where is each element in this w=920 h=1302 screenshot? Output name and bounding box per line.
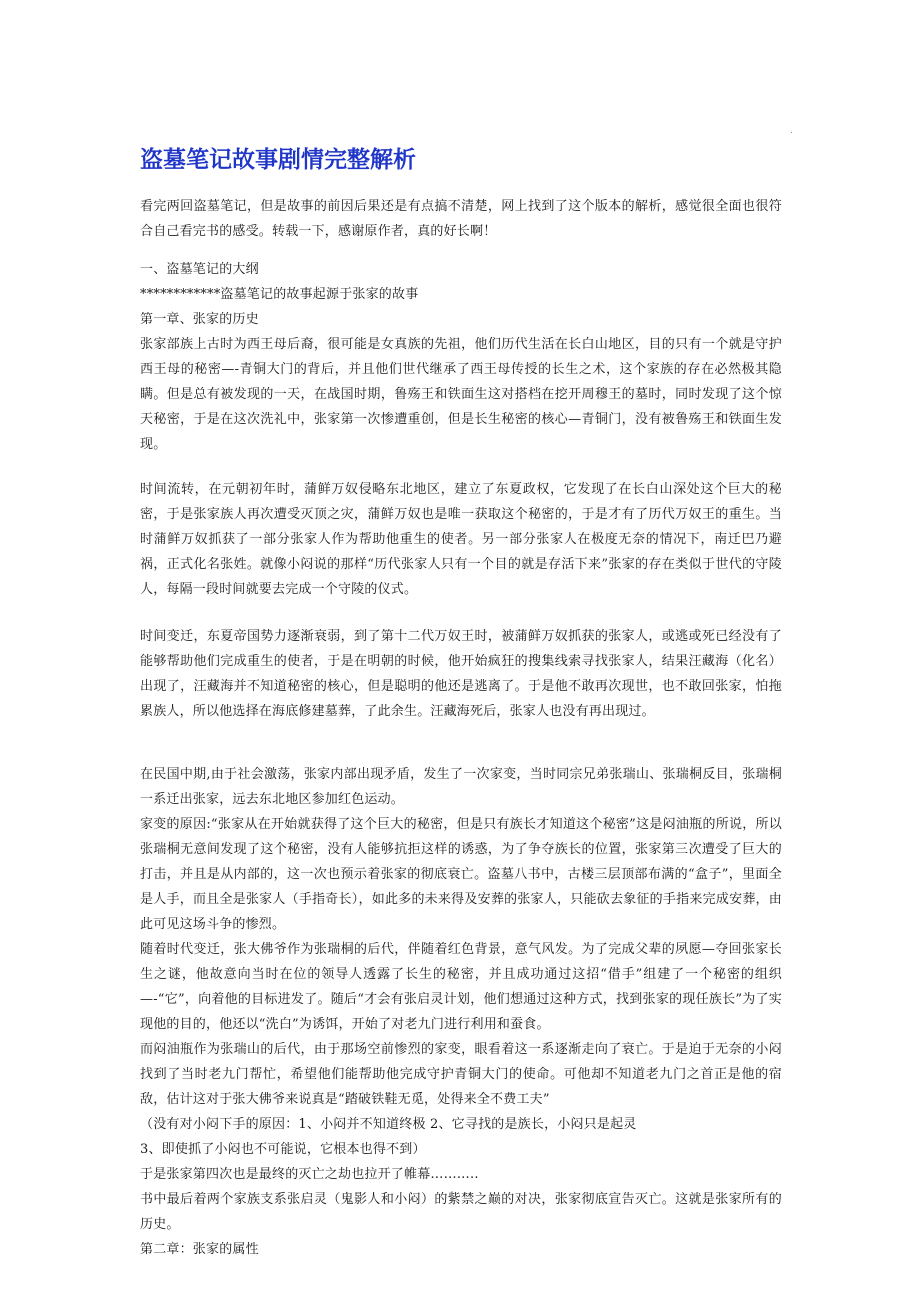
paragraph-5: 家变的原因:“张家从在开始就获得了这个巨大的秘密，但是只有族长才知道这个秘密”这是闷油瓶的所说，所以张瑞桐无意间发现了这个秘密，没有人能够抗拒这样的诱惑，为了争夺族长的位置，张家第三次遭受了巨大的打击，并且是从内部的，这一次也预示着张家的彻底衰亡。盗墓八书中，古楼三层顶部布满的“盒子”，里面全是人手，而且全是张家人（手指奇长），如此多的未来得及安葬的张家人，只能砍去象征的手指来完成安葬，由此可见这场斗争的惨烈。 (140, 817, 782, 932)
paragraph-9: 于是张家第四次也是最终的灭亡之劫也拉开了帷幕……….. (140, 1167, 479, 1182)
chapter-2-heading: 第二章：张家的属性 (140, 1242, 259, 1257)
page-corner-mark: . (790, 126, 793, 136)
chapter-1-heading: 第一章、张家的历史 (140, 312, 259, 327)
paragraph-6: 随着时代变迁，张大佛爷作为张瑞桐的后代，伴随着红色背景，意气风发。为了完成父辈的夙愿—夺回张家长生之谜，他故意向当时在位的领导人透露了长生的秘密，并且成功通过这招“借手”组建了一个秘密的组织—-“它”，向着他的目标进发了。随后“才会有张启灵计划，他们想通过这种方式，找到张家的现任族长”为了实现他的目的，他还以“洗白”为诱饵，开始了对老九门进行利用和蚕食。 (140, 942, 782, 1032)
document-body (140, 140, 782, 1262)
paragraph-8b: 3、即使抓了小闷也不可能说，它根本也得不到） (140, 1142, 426, 1157)
paragraph-1: 张家部族上古时为西王母后裔，很可能是女真族的先祖，他们历代生活在长白山地区，目的只有一个就是守护西王母的秘密—-青铜大门的背后，并且他们世代继承了西王母传授的长生之术，这个家族的存在必然极其隐瞒。但是总有被发现的一天，在战国时期，鲁殇王和铁面生这对搭档在挖开周穆王的墓时，同时发现了这个惊天秘密，于是在这次洗礼中，张家第一次惨遭重创，但是长生秘密的核心—青铜门，没有被鲁殇王和铁面生发现。 (140, 337, 782, 452)
paragraph-7: 而闷油瓶作为张瑞山的后代，由于那场空前惨烈的家变，眼看着这一系逐渐走向了衰亡。于是迫于无奈的小闷找到了当时老九门帮忙，希望他们能帮助他完成守护青铜大门的使命。可他却不知道老九门之首正是他的宿敌，估计这对于张大佛爷来说真是“踏破铁鞋无觅，处得来全不费工夫” (140, 1042, 782, 1107)
paragraph-10: 书中最后着两个家族支系张启灵（鬼影人和小闷）的紫禁之巅的对决，张家彻底宣告灭亡。这就是张家所有的历史。 (140, 1192, 782, 1232)
paragraph-4: 在民国中期,由于社会激荡，张家内部出现矛盾，发生了一次家变，当时同宗兄弟张瑞山、张瑞桐反目，张瑞桐一系迁出张家，远去东北地区参加红色运动。 (140, 767, 782, 807)
origin-line: ************盗墓笔记的故事起源于张家的故事 (140, 287, 419, 302)
paragraph-8a: （没有对小闷下手的原因：1、小闷并不知道终极 2、它寻找的是族长，小闷只是起灵 (140, 1117, 637, 1132)
document-title: 盗墓笔记故事剧情完整解析 (140, 147, 416, 173)
paragraph-2: 时间流转，在元朝初年时，蒲鲜万奴侵略东北地区，建立了东夏政权，它发现了在长白山深处这个巨大的秘密，于是张家族人再次遭受灭顶之灾，蒲鲜万奴也是唯一获取这个秘密的，于是才有了历代万奴王的重生。当时蒲鲜万奴抓获了一部分张家人作为帮助他重生的使者。另一部分张家人在极度无奈的情况下，南迁巴乃避祸，正式化名张姓。就像小闷说的那样“历代张家人只有一个目的就是存活下来”张家的存在类似于世代的守陵人，每隔一段时间就要去完成一个守陵的仪式。 (140, 482, 782, 597)
intro-paragraph: 看完两回盗墓笔记，但是故事的前因后果还是有点搞不清楚，网上找到了这个版本的解析，感觉很全面也很符合自己看完书的感受。转载一下，感谢原作者，真的好长啊！ (140, 199, 782, 239)
paragraph-3: 时间变迁，东夏帝国势力逐渐衰弱，到了第十二代万奴王时，被蒲鲜万奴抓获的张家人，或逃或死已经没有了能够帮助他们完成重生的使者，于是在明朝的时候，他开始疯狂的搜集线索寻找张家人，结果汪藏海（化名）出现了，汪藏海并不知道秘密的核心，但是聪明的他还是逃离了。于是他不敢再次现世，也不敢回张家，怕拖累族人，所以他选择在海底修建墓葬，了此余生。汪藏海死后，张家人也没有再出现过。 (140, 629, 782, 719)
section-outline-heading: 一、盗墓笔记的大纲 (140, 262, 259, 277)
